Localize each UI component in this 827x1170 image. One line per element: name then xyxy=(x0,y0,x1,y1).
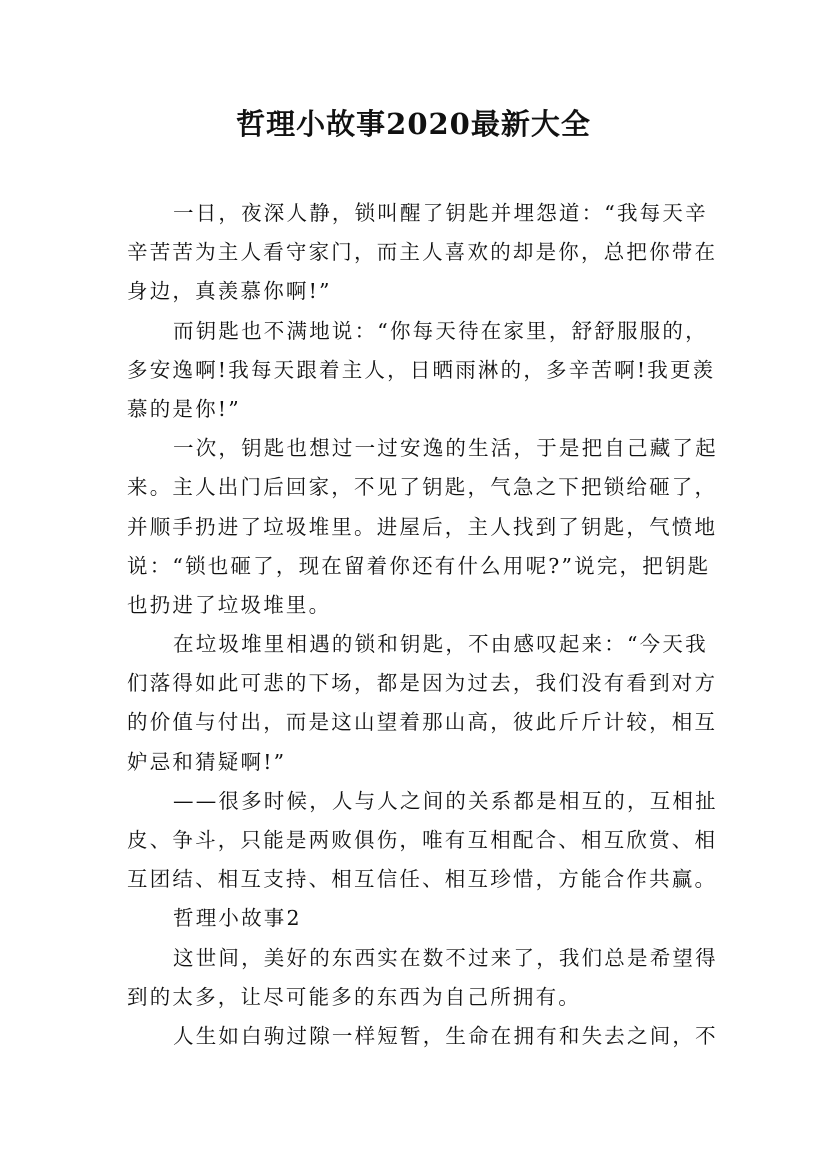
text-line: 来。主人出门后回家，不见了钥匙，气急之下把锁给砸了， xyxy=(127,475,718,500)
text-line: 妒忌和猜疑啊!” xyxy=(127,749,287,774)
text-line: 这世间，美好的东西实在数不过来了，我们总是希望得 xyxy=(173,945,718,970)
text-line: 一日，夜深人静，锁叫醒了钥匙并埋怨道：“我每天辛 xyxy=(173,201,708,225)
document-title: 哲理小故事2020最新大全 xyxy=(236,107,591,141)
text-line: 在垃圾堆里相遇的锁和钥匙，不由感叹起来：“今天我 xyxy=(173,632,708,657)
text-line: 并顺手扔进了垃圾堆里。进屋后，主人找到了钥匙，气愤地 xyxy=(127,514,718,539)
text-line: 辛苦苦为主人看守家门，而主人喜欢的却是你，总把你带在 xyxy=(127,240,718,265)
text-line: 说：“锁也砸了，现在留着你还有什么用呢?”说完，把钥匙 xyxy=(127,553,711,578)
text-line: 身边，真羡慕你啊!” xyxy=(127,279,332,304)
text-line: 而钥匙也不满地说：“你每天待在家里，舒舒服服的， xyxy=(173,318,708,343)
text-line: 互团结、相互支持、相互信任、相互珍惜，方能合作共赢。 xyxy=(127,867,718,892)
text-line: 们落得如此可悲的下场，都是因为过去，我们没有看到对方 xyxy=(127,671,718,696)
text-line: 皮、争斗，只能是两败俱伤，唯有互相配合、相互欣赏、相 xyxy=(127,828,718,852)
text-line: 到的太多，让尽可能多的东西为自己所拥有。 xyxy=(127,984,581,1009)
text-line: ——很多时候，人与人之间的关系都是相互的，互相扯 xyxy=(173,788,718,813)
text-line: 一次，钥匙也想过一过安逸的生活，于是把自己藏了起 xyxy=(173,436,718,461)
text-line: 慕的是你!” xyxy=(127,396,241,421)
text-line: 也扔进了垃圾堆里。 xyxy=(127,592,332,617)
text-line: 人生如白驹过隙一样短暂，生命在拥有和失去之间，不 xyxy=(173,1023,718,1048)
text-line: 的价值与付出，而是这山望着那山高，彼此斤斤计较，相互 xyxy=(127,710,718,735)
document-body xyxy=(127,194,718,1056)
text-line: 哲理小故事2 xyxy=(173,906,302,931)
text-line: 多安逸啊!我每天跟着主人，日晒雨淋的，多辛苦啊!我更羡 xyxy=(127,357,716,382)
